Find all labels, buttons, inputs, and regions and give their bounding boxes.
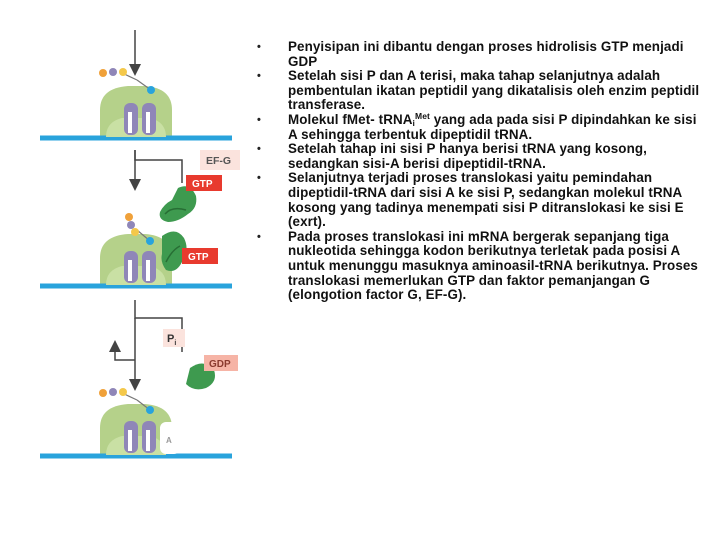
bullet-marker: •: [257, 113, 261, 126]
bullet-marker: •: [257, 172, 261, 185]
bullet-text-3-post: yang ada pada sisi P dipindahkan ke sisi A sehingga terbentuk dipeptidil tRNA.: [288, 111, 697, 142]
site-a-label: A: [166, 436, 172, 445]
bullet-item-1: [256, 40, 706, 69]
pi-label: $P_i$: [167, 333, 177, 347]
bullet-text-6: Pada proses translokasi ini mRNA bergerak sepanjang tiga nukleotida sehingga kodon berikutnya terletak pada posisi A untuk menunggu masuknya aminoasil-tRNA berikutnya. Proses translokasi memerlukan GTP dan faktor pemanjangan G (elongotion factor G, EF-G).: [288, 228, 698, 303]
bullet-marker: •: [257, 70, 261, 83]
bullet-item-2: [256, 69, 706, 113]
ef-g-label: EF-G: [206, 155, 232, 167]
bullet-text-3-pre: Molekul fMet- tRNA: [288, 111, 413, 127]
bullet-item-5: [256, 171, 706, 229]
gtp-label-1: GTP: [192, 179, 213, 190]
gdp-label: GDP: [209, 359, 231, 370]
bullet-item-6: [256, 230, 706, 303]
bullet-text-3-sub: i: [412, 117, 416, 128]
bullet-marker: •: [257, 143, 261, 156]
bullet-item-4: [256, 142, 706, 171]
bullet-text-2: Setelah sisi P dan A terisi, maka tahap selanjutnya adalah pembentulan ikatan peptidil yang dikatalisis oleh enzim peptidil transferase.: [288, 68, 700, 113]
gtp-label-2: GTP: [188, 252, 209, 263]
bullet-text-5: Selanjutnya terjadi proses translokasi yaitu pemindahan dipeptidil-tRNA dari sisi A ke sisi P, sedangkan molekul tRNA kosong yang tadinya menempati sisi P ditranslokasi ke sisi E (exrt).: [288, 170, 684, 230]
bullet-marker: •: [257, 230, 261, 243]
bullet-text-3-sup: Met: [415, 110, 430, 121]
ribosome-stage-2: [135, 150, 240, 222]
ribosome-stage-4: [115, 300, 238, 389]
ribosome-stage-5: [40, 388, 232, 456]
bullet-list: [256, 40, 706, 303]
ribosome-stage-3: [40, 213, 232, 286]
bullet-text-4: Setelah tahap ini sisi P hanya berisi tRNA yang kosong, sedangkan sisi-A berisi dipeptidil-tRNA.: [288, 141, 647, 171]
bullet-text-1: Penyisipan ini dibantu dengan proses hidrolisis GTP menjadi GDP: [288, 39, 684, 69]
bullet-item-3: [256, 110, 706, 142]
ribosome-stage-1: [40, 30, 232, 138]
bullet-marker: •: [257, 41, 261, 53]
